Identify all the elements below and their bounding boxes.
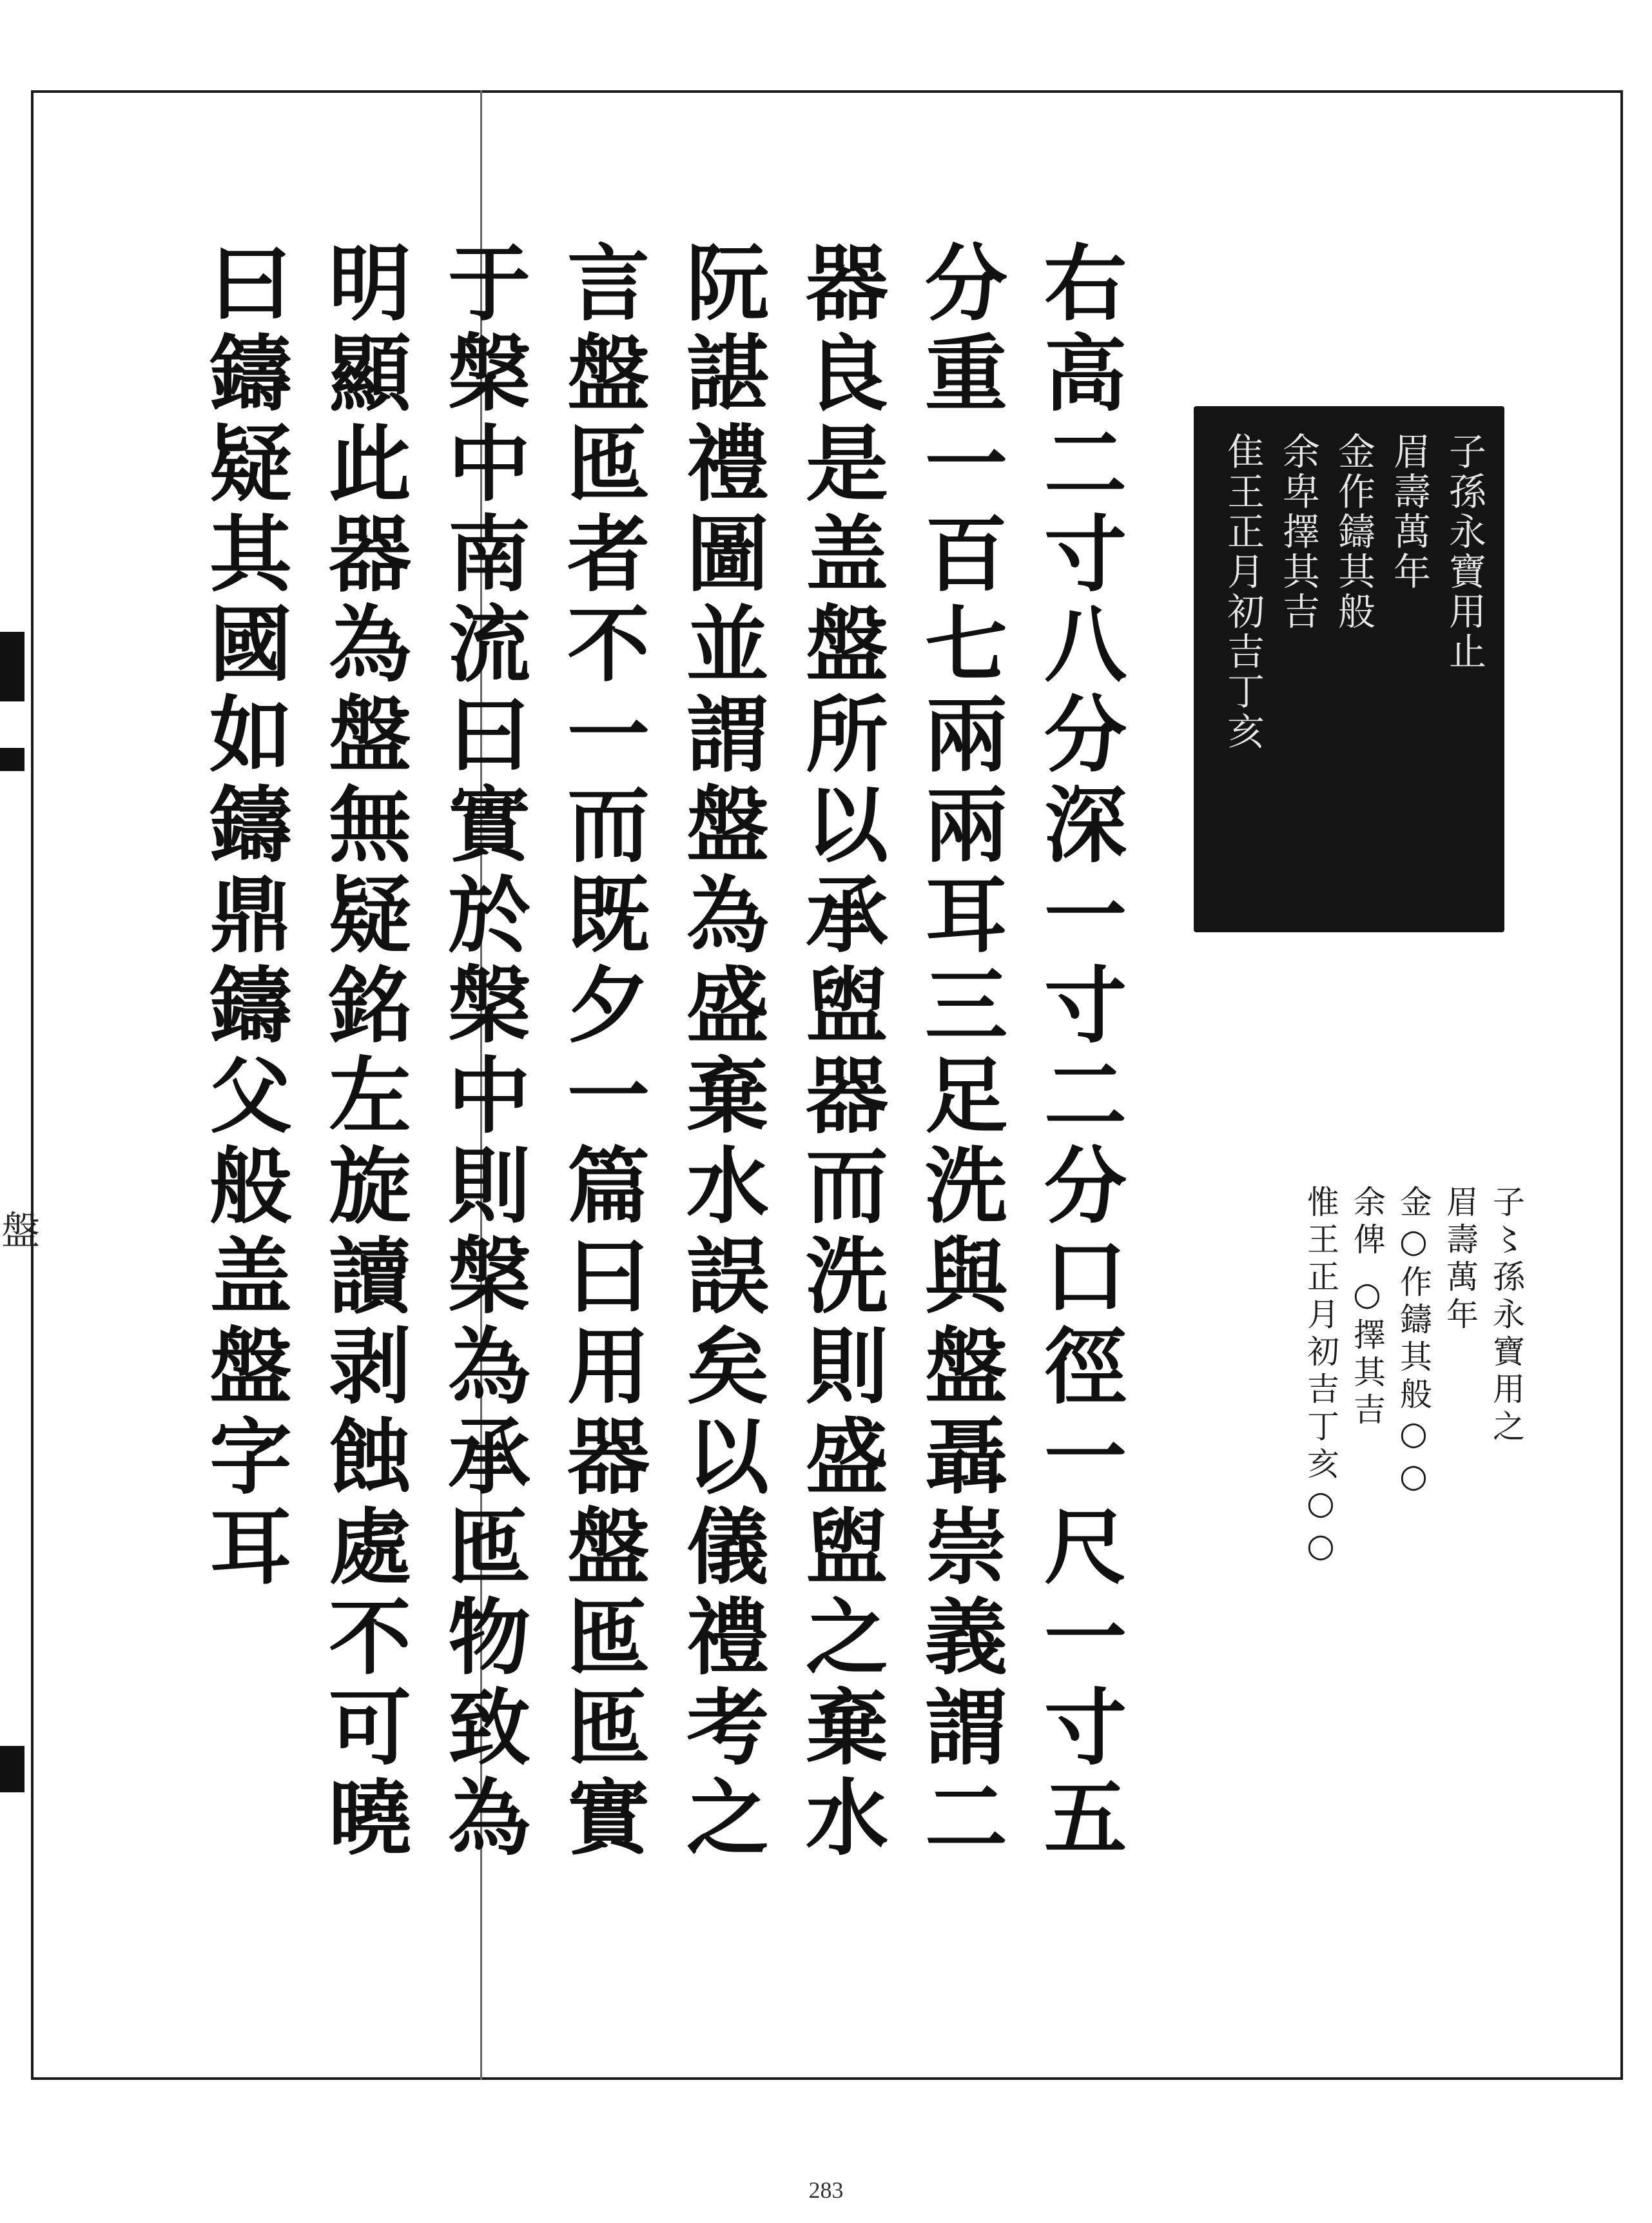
main-text-block — [195, 240, 1127, 1865]
transcription-column: 眉壽萬年 — [1441, 1185, 1479, 1335]
main-text-column: 曰鑄疑其國如鑄鼎鑄父般盖盤字耳 — [195, 240, 292, 1594]
main-text-column: 分重一百七兩兩耳三足洗與盤聶崇義謂二 — [911, 240, 1007, 1865]
transcription-column: 余俾 ○擇其吉 — [1348, 1185, 1386, 1430]
rubbing-column: 子孫永寶用止 — [1443, 432, 1486, 672]
adjacent-page-fragment — [0, 0, 40, 2223]
page-number: 283 — [808, 2177, 844, 2203]
rubbing-column: 眉壽萬年 — [1387, 432, 1431, 592]
rubbing-column: 隹王正月初吉丁亥 — [1221, 432, 1265, 752]
main-text-column: 言盤匜者不一而既夕一篇曰用器盤匜匜實 — [553, 240, 650, 1865]
rubbing-column: 金作鑄其般 — [1332, 432, 1375, 632]
rubbing-column: 余卑擇其吉 — [1276, 432, 1320, 632]
transcription-column: 金○作鑄其般○○ — [1395, 1185, 1432, 1500]
main-text-column: 器良是盖盤所以承盥器而洗則盛盥之棄水 — [792, 240, 888, 1865]
transcription-column: 子〻孫永寶用之 — [1488, 1185, 1525, 1447]
main-text-column: 明顯此器為盤無疑銘左旋讀剥蝕處不可曉 — [315, 240, 411, 1865]
adjacent-page-char: 盤 — [1, 1209, 40, 1254]
transcription-column: 惟王正月初吉丁亥○○ — [1302, 1185, 1339, 1569]
main-text-column: 阮諶禮圖並謂盤為盛棄水誤矣以儀禮考之 — [672, 240, 769, 1865]
inscription-rubbing — [1194, 406, 1504, 932]
inscription-transcription — [1301, 1185, 1526, 1569]
main-text-column: 于槃中南流曰實於槃中則槃為承匜物致為 — [434, 240, 530, 1865]
main-text-column: 右高二寸八分深一寸二分口徑一尺一寸五 — [1030, 240, 1127, 1865]
